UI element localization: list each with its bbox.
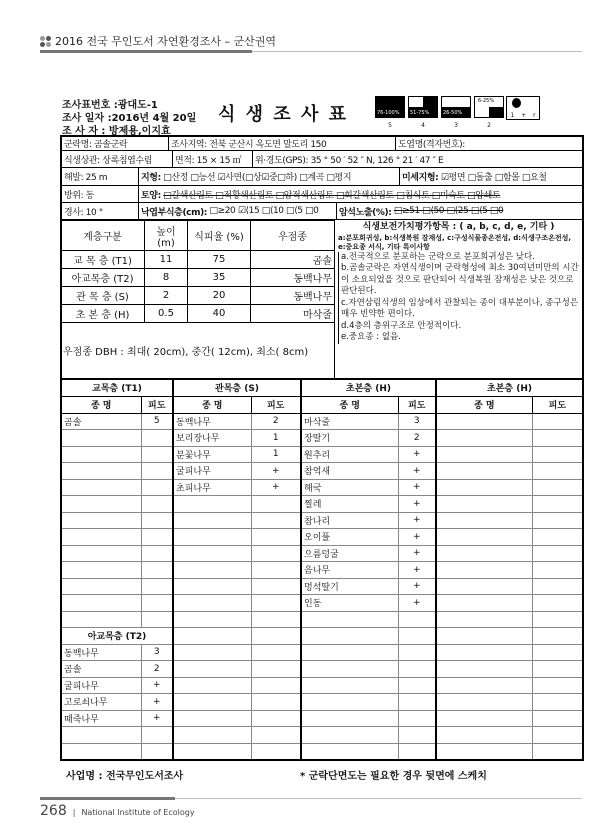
micro-terrain-label: 미세지형:: [402, 173, 439, 183]
rock-options: □≥51 □⟨50 □⟨25 □⟨5 □0: [393, 206, 504, 216]
species-cover: +: [398, 512, 436, 529]
species-cover: [532, 611, 583, 628]
species-name: [173, 644, 251, 661]
cover-class-4: 4: [421, 122, 425, 129]
form-title: 식 생 조 사 표: [218, 104, 349, 125]
species-cover: [398, 611, 436, 628]
col-cover: 피도: [532, 396, 583, 413]
species-name: [436, 628, 532, 645]
species-name: [61, 578, 141, 595]
species-name: [436, 479, 532, 496]
soil-label: 토양:: [141, 190, 161, 201]
species-cover: +: [398, 595, 436, 612]
species-cover: [251, 611, 301, 628]
species-name: [301, 727, 398, 744]
species-name: [61, 479, 141, 496]
species-name: [436, 694, 532, 711]
survey-date: 조사 일자 :2016년 4월 20일: [62, 113, 197, 124]
aspect: 방위: 동: [62, 186, 139, 202]
species-name: 마삭줄: [301, 413, 398, 430]
species-name: 동백나무: [173, 413, 251, 430]
species-cover: [532, 496, 583, 513]
species-cover: [532, 661, 583, 678]
species-name: [173, 545, 251, 562]
species-name: [61, 430, 141, 447]
species-cover: +: [251, 479, 301, 496]
bullet-dots-icon: [40, 36, 51, 47]
species-cover: [398, 710, 436, 727]
species-name: [436, 644, 532, 661]
species-cover: +: [141, 694, 173, 711]
evaluation-item: a.전국적으로 분포하는 군락으로 분포희귀성은 낮다.: [341, 251, 535, 262]
species-cover: [532, 628, 583, 645]
species-name: [301, 710, 398, 727]
species-cover: [141, 430, 173, 447]
species-cover: [532, 710, 583, 727]
species-name: [436, 529, 532, 546]
species-cover: 5: [141, 413, 173, 430]
species-name: 고로쇠나무: [61, 694, 141, 711]
species-cover: +: [398, 529, 436, 546]
species-cover: [141, 727, 173, 744]
col-cover: 피도: [141, 396, 173, 413]
species-name: [173, 529, 251, 546]
footer-rule-light: [175, 798, 582, 799]
species-cover: [532, 430, 583, 447]
page-number: 268: [40, 803, 67, 819]
table-row: [61, 694, 583, 711]
species-cover: [251, 512, 301, 529]
species-name: 오이풀: [301, 529, 398, 546]
page-footer: 268 | National Institute of Ecology: [40, 803, 195, 819]
border: [60, 220, 62, 378]
cover-box-1-plus-r: 1 + r: [506, 96, 540, 120]
species-name: [436, 562, 532, 579]
header-rule-light: [252, 51, 582, 52]
species-name: [61, 545, 141, 562]
species-cover: [398, 644, 436, 661]
layer-cover: 35: [188, 269, 251, 287]
dominant-dbh: 우점종 DBH : 최대( 20cm), 중간( 12cm), 최소( 8cm): [61, 323, 335, 379]
layer-cover: 40: [188, 305, 251, 323]
species-cover: [141, 529, 173, 546]
cover-box-5: 76-100%: [375, 96, 405, 118]
col-species-name: 종 명: [301, 396, 398, 413]
species-name: [173, 743, 251, 760]
species-cover: [532, 463, 583, 480]
table-row: [61, 446, 583, 463]
table-row: [61, 578, 583, 595]
species-table: [60, 378, 584, 761]
layer-height: 2: [145, 287, 188, 305]
species-cover: 3: [398, 413, 436, 430]
table-row: [61, 430, 583, 447]
table-row: [61, 479, 583, 496]
organization: National Institute of Ecology: [81, 808, 195, 817]
species-name: 멍석딸기: [301, 578, 398, 595]
table-row: [61, 595, 583, 612]
evaluation-item: c.자연삼림식생의 임상에서 관찰되는 종이 대부분이나, 종구성은 매우 빈약한 편이다.: [341, 297, 579, 319]
h-header: 초본층 (H): [301, 379, 436, 396]
slope: 경사: 10 °: [62, 203, 139, 219]
species-cover: [532, 677, 583, 694]
table-row: [61, 529, 583, 546]
terrain-options: □산정 □능선 ☑사면(□상☑중□하) □계곡 □평지: [163, 173, 352, 183]
evaluation-legend: a:분포희귀성, b:식생복원 잠재성, c:구성식물종온전성, d:식생구조온전성, e:중요종 서식, 기타 특이사항: [338, 233, 572, 251]
species-name: [301, 743, 398, 760]
species-cover: +: [398, 446, 436, 463]
species-cover: 3: [141, 644, 173, 661]
species-name: [173, 661, 251, 678]
species-name: 동백나무: [61, 644, 141, 661]
species-cover: [141, 562, 173, 579]
species-name: [301, 661, 398, 678]
species-name: [436, 545, 532, 562]
species-name: [61, 529, 141, 546]
species-cover: [251, 743, 301, 760]
table-row: [61, 644, 583, 661]
table-row: [61, 710, 583, 727]
litter-options: □≥20 ☑⟨15 □⟨10 □⟨5 □0: [209, 206, 319, 216]
evaluation-title: 식생보전가치평가항목 : ( a, b, c, d, e, 기타 ): [362, 222, 555, 232]
cover-class-3: 3: [454, 122, 458, 129]
species-name: [436, 677, 532, 694]
species-cover: [532, 694, 583, 711]
species-name: 으름덩굴: [301, 545, 398, 562]
species-cover: [141, 611, 173, 628]
species-name: [301, 611, 398, 628]
t1-header: 교목층 (T1): [61, 379, 173, 396]
physiognomy: 식생상관: 상록침엽수림: [62, 151, 173, 167]
species-cover: +: [398, 463, 436, 480]
layer-header: 계층구분: [61, 221, 145, 251]
cover-box-4: 51-75%: [408, 96, 438, 118]
cover-dot-icon: [512, 98, 521, 108]
species-name: [173, 628, 251, 645]
species-name: [436, 446, 532, 463]
project-name: 사업명 : 전국무인도서조사: [66, 771, 184, 782]
species-cover: [398, 628, 436, 645]
species-cover: [251, 628, 301, 645]
species-name: [436, 595, 532, 612]
dominant-header: 우점종: [251, 221, 335, 251]
species-name: [61, 562, 141, 579]
species-cover: [141, 545, 173, 562]
evaluation-item: b.곰솔군락은 자연식생이며 군락형성에 최소 30여년미만의 시간이 소요되었을 것으로 판단되어 식생복원 잠재성은 낮은 것으로 판단된다.: [341, 263, 579, 296]
species-cover: [532, 413, 583, 430]
species-name: [61, 611, 141, 628]
species-cover: [251, 578, 301, 595]
species-name: [173, 710, 251, 727]
h2-header: 초본층 (H): [436, 379, 583, 396]
species-name: 초피나무: [173, 479, 251, 496]
species-name: [436, 463, 532, 480]
map-sheet: 도엽명(격자번호):: [398, 140, 465, 150]
species-cover: [532, 595, 583, 612]
species-cover: [532, 644, 583, 661]
table-row: [61, 512, 583, 529]
footer-rule: [40, 797, 175, 800]
species-cover: [141, 496, 173, 513]
species-cover: [398, 694, 436, 711]
layer-dominant: 마삭줄: [251, 305, 335, 323]
table-row: [61, 496, 583, 513]
species-cover: [251, 710, 301, 727]
altitude: 해발: 25 m: [62, 168, 139, 185]
species-name: [173, 727, 251, 744]
species-name: [173, 578, 251, 595]
species-cover: [532, 479, 583, 496]
species-name: 찔레: [301, 496, 398, 513]
species-name: 음나무: [301, 562, 398, 579]
table-row: [61, 661, 583, 678]
layer-dominant: 동백나무: [251, 287, 335, 305]
species-name: [61, 463, 141, 480]
height-header: 높이 (m): [145, 221, 188, 251]
layer-cover: 75: [188, 251, 251, 269]
species-name: [61, 496, 141, 513]
micro-terrain-options: ☑평면 □돌출 □함몰 □요철: [440, 173, 547, 183]
species-cover: [532, 545, 583, 562]
species-cover: 2: [251, 413, 301, 430]
terrain-label: 지형:: [141, 173, 161, 183]
species-cover: [251, 661, 301, 678]
sketch-note: * 군락단면도는 필요한 경우 뒷면에 스케치: [300, 771, 487, 782]
species-cover: [141, 463, 173, 480]
species-cover: [251, 644, 301, 661]
species-name: [61, 595, 141, 612]
species-name: [301, 644, 398, 661]
species-name: 인동: [301, 595, 398, 612]
species-cover: [251, 562, 301, 579]
litter-label: 낙엽부식층(cm):: [141, 207, 208, 218]
community-name: 군락명: 곰솔군락: [62, 137, 169, 150]
species-name: 분꽃나무: [173, 446, 251, 463]
table-row: [61, 611, 583, 628]
species-name: [173, 611, 251, 628]
species-cover: 2: [141, 661, 173, 678]
evaluation-item: d.4층의 층위구조로 안정적이다.: [341, 320, 462, 331]
species-name: [61, 743, 141, 760]
cover-box-2: 6-25%: [474, 96, 504, 118]
surveyor: 조 사 자 : 방제용,이지효: [62, 126, 171, 137]
species-name: 참나리: [301, 512, 398, 529]
species-name: [301, 694, 398, 711]
species-name: 때죽나무: [61, 710, 141, 727]
cover-class-2: 2: [487, 122, 491, 129]
species-name: [436, 727, 532, 744]
t2-header: 아교목층 (T2): [61, 628, 173, 645]
species-name: [61, 512, 141, 529]
species-name: [301, 628, 398, 645]
plot-area: 면적: 15 × 15 ㎡: [173, 151, 253, 167]
species-cover: [251, 496, 301, 513]
survey-location: 조사지역: 전북 군산시 옥도면 말도리 150: [169, 137, 396, 150]
species-name: 곰솔: [61, 661, 141, 678]
info-row-1: [60, 135, 584, 151]
species-name: 참억새: [301, 463, 398, 480]
species-cover: [532, 529, 583, 546]
col-species-name: 종 명: [173, 396, 251, 413]
species-cover: +: [251, 463, 301, 480]
species-cover: [251, 694, 301, 711]
species-name: [436, 578, 532, 595]
layer-name: 교 목 층 (T1): [61, 251, 145, 269]
layer-cover: 20: [188, 287, 251, 305]
species-cover: [251, 727, 301, 744]
layer-name: 초 본 층 (H): [61, 305, 145, 323]
species-cover: [532, 562, 583, 579]
species-name: 굴피나무: [173, 463, 251, 480]
species-cover: 2: [398, 430, 436, 447]
species-cover: 1: [251, 446, 301, 463]
species-name: [436, 661, 532, 678]
species-cover: +: [398, 578, 436, 595]
species-name: [61, 727, 141, 744]
species-name: 굴피나무: [61, 677, 141, 694]
header-title: 2016 전국 무인도서 자연환경조사 – 군산권역: [55, 35, 276, 48]
layer-row: [61, 251, 335, 269]
species-cover: [141, 512, 173, 529]
species-name: [436, 512, 532, 529]
species-cover: [251, 595, 301, 612]
cover-box-3: 26-50%: [441, 96, 471, 118]
layer-table: [60, 220, 335, 379]
table-row: [61, 628, 583, 645]
layer-name: 관 목 층 (S): [61, 287, 145, 305]
species-cover: [251, 529, 301, 546]
header-rule: [40, 50, 252, 53]
species-cover: +: [398, 562, 436, 579]
species-cover: +: [141, 677, 173, 694]
species-name: 해국: [301, 479, 398, 496]
species-name: [436, 743, 532, 760]
species-name: [173, 694, 251, 711]
evaluation-item: e.중요종 : 없음.: [341, 332, 401, 342]
species-cover: +: [398, 496, 436, 513]
species-cover: [141, 595, 173, 612]
layer-height: 11: [145, 251, 188, 269]
species-name: 곰솔: [61, 413, 141, 430]
info-row-5: [60, 203, 584, 220]
species-name: [436, 611, 532, 628]
species-cover: [141, 578, 173, 595]
soil-options: □갈색산림토 □적황색산림토 □암적색산림토 □회갈색산림토 □침식토 □미숙토 □암쇄토: [163, 190, 501, 201]
species-cover: [532, 512, 583, 529]
species-cover: +: [141, 710, 173, 727]
cover-class-5: 5: [388, 122, 392, 129]
species-cover: [141, 446, 173, 463]
layer-height: 0.5: [145, 305, 188, 323]
info-row-2: [60, 151, 584, 168]
layer-row: [61, 287, 335, 305]
species-cover: [532, 578, 583, 595]
col-species-name: 종 명: [436, 396, 532, 413]
species-name: [61, 446, 141, 463]
table-row: [61, 562, 583, 579]
survey-number: 조사표번호 :광대도-1: [62, 100, 158, 111]
species-name: 원추리: [301, 446, 398, 463]
species-name: [173, 562, 251, 579]
layer-row: [61, 269, 335, 287]
layer-name: 아교목층 (T2): [61, 269, 145, 287]
species-name: [301, 677, 398, 694]
species-name: [436, 430, 532, 447]
layer-dominant: 곰솔: [251, 251, 335, 269]
table-row: [61, 727, 583, 744]
table-row: [61, 413, 583, 430]
species-name: 보리장나무: [173, 430, 251, 447]
gps-coordinates: 위·경도(GPS): 35 ° 50 ′ 52 ″ N, 126 ° 21 ′ 47 ″ E: [255, 155, 444, 166]
cover-header: 식피율 (%): [188, 221, 251, 251]
species-cover: 1: [251, 430, 301, 447]
species-cover: [532, 727, 583, 744]
species-name: [173, 677, 251, 694]
col-cover: 피도: [398, 396, 436, 413]
species-cover: [532, 446, 583, 463]
table-row: [61, 545, 583, 562]
species-name: 장딸기: [301, 430, 398, 447]
species-name: [173, 512, 251, 529]
species-cover: +: [398, 545, 436, 562]
layer-dominant: 동백나무: [251, 269, 335, 287]
species-cover: [398, 661, 436, 678]
species-name: [173, 496, 251, 513]
layer-row: [61, 305, 335, 323]
col-species-name: 종 명: [61, 396, 141, 413]
species-cover: [532, 743, 583, 760]
species-cover: [141, 743, 173, 760]
species-cover: [398, 677, 436, 694]
species-cover: +: [398, 479, 436, 496]
running-header: [40, 33, 276, 49]
table-row: [61, 743, 583, 760]
species-cover: [398, 727, 436, 744]
evaluation-panel: [335, 220, 584, 378]
species-cover: [251, 545, 301, 562]
table-row: [61, 463, 583, 480]
species-name: [173, 595, 251, 612]
species-cover: [398, 743, 436, 760]
species-cover: [251, 677, 301, 694]
col-cover: 피도: [251, 396, 301, 413]
species-cover: [141, 479, 173, 496]
s-header: 관목층 (S): [173, 379, 301, 396]
table-row: [61, 677, 583, 694]
info-row-4: [60, 186, 584, 203]
rock-label: 암석노출(%):: [339, 207, 392, 218]
species-name: [436, 496, 532, 513]
species-name: [436, 710, 532, 727]
species-name: [436, 413, 532, 430]
info-row-3: [60, 168, 584, 186]
layer-height: 8: [145, 269, 188, 287]
